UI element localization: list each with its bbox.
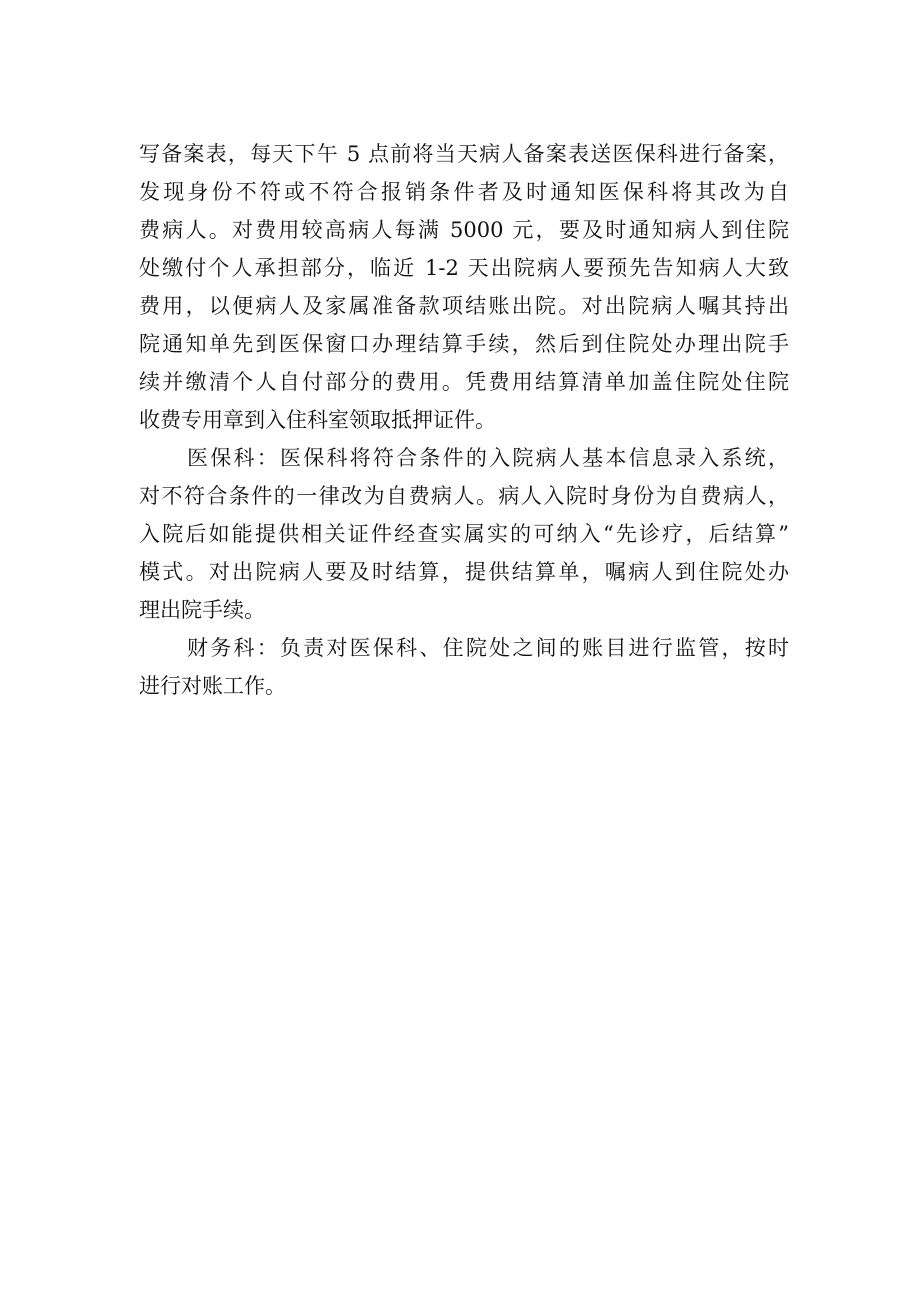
text-line: 院通知单先到医保窗口办理结算手续，然后到住院处办理出院手 [139,332,789,356]
text-line: 收费专用章到入住科室领取抵押证件。 [139,408,496,432]
text-line: 费病人。对费用较高病人每满 5000 元，要及时通知病人到住院 [139,218,789,242]
text-line: 费用，以便病人及家属准备款项结账出院。对出院病人嘱其持出 [139,294,789,318]
text-line: 医保科：医保科将符合条件的入院病人基本信息录入系统， [187,446,789,470]
text-line: 模式。对出院病人要及时结算，提供结算单，嘱病人到住院处办 [139,560,789,584]
text-line: 对不符合条件的一律改为自费病人。病人入院时身份为自费病人， [139,484,789,508]
text-line: 发现身份不符或不符合报销条件者及时通知医保科将其改为自 [139,180,789,204]
paragraph-inpatient-office [139,135,789,439]
text-line: 进行对账工作。 [139,674,286,698]
paragraph-medical-insurance-dept [139,439,789,629]
paragraph-finance-dept [139,629,789,705]
text-line: 处缴付个人承担部分，临近 1-2 天出院病人要预先告知病人大致 [139,256,789,280]
document-body [139,135,789,705]
text-line: 续并缴清个人自付部分的费用。凭费用结算清单加盖住院处住院 [139,370,789,394]
text-line: 财务科：负责对医保科、住院处之间的账目进行监管，按时 [187,636,789,660]
text-line: 理出院手续。 [139,598,265,622]
text-line: 入院后如能提供相关证件经查实属实的可纳入“先诊疗，后结算” [139,522,789,546]
text-line: 写备案表，每天下午 5 点前将当天病人备案表送医保科进行备案， [139,142,789,166]
